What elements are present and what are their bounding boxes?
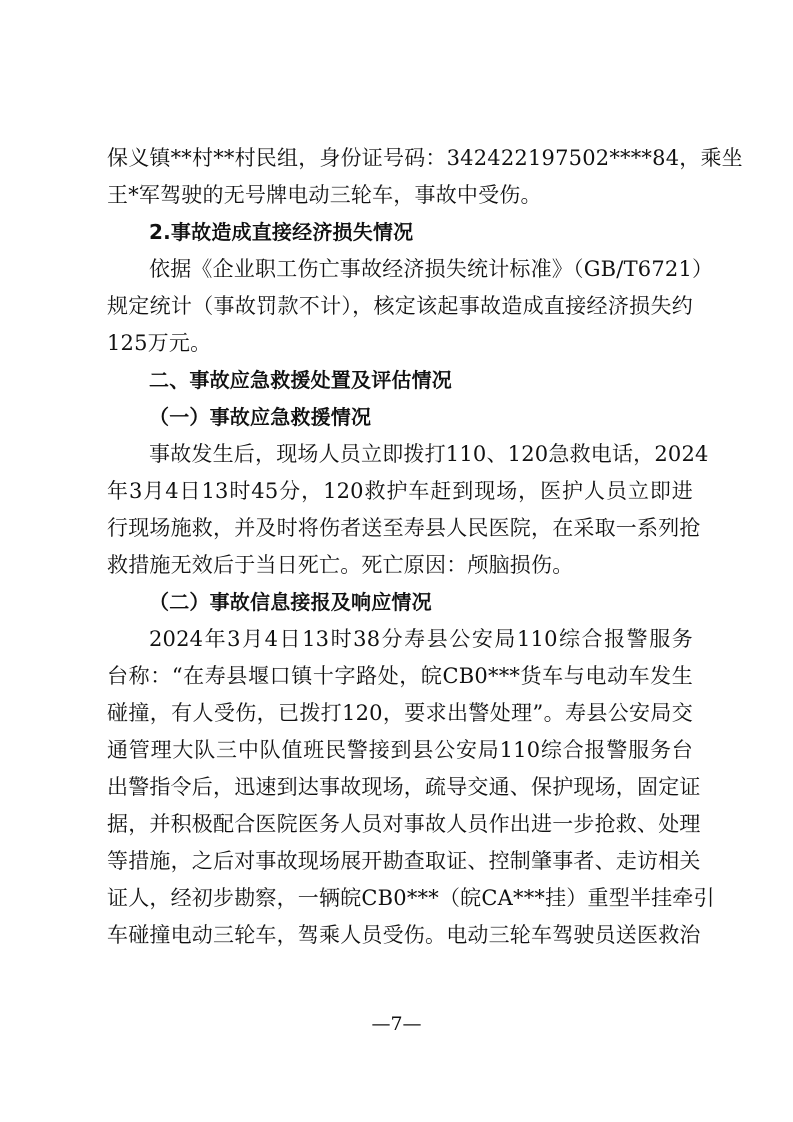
paragraph-line: 通管理大队三中队值班民警接到县公安局110综合报警服务台 (107, 738, 693, 762)
paragraph-line: 碰撞，有人受伤，已拨打120，要求出警处理”。寿县公安局交 (107, 701, 693, 725)
document-body (107, 140, 743, 954)
paragraph-line: 规定统计（事故罚款不计），核定该起事故造成直接经济损失约 (107, 294, 693, 318)
paragraph-line: 2024年3月4日13时38分寿县公安局110综合报警服务 (149, 627, 693, 651)
paragraph-line: 行现场施救，并及时将伤者送至寿县人民医院，在采取一系列抢 (107, 516, 701, 540)
paragraph-line: 125万元。 (107, 331, 212, 355)
paragraph-line: 车碰撞电动三轮车，驾乘人员受伤。电动三轮车驾驶员送医救治 (107, 923, 701, 947)
paragraph-line: 等措施，之后对事故现场展开勘查取证、控制肇事者、走访相关 (107, 849, 701, 873)
paragraph-line: 事故发生后，现场人员立即拨打110、120急救电话，2024 (149, 442, 709, 466)
section-heading: （一）事故应急救援情况 (149, 405, 372, 429)
section-heading: 2.事故造成直接经济损失情况 (149, 220, 414, 244)
paragraph-line: 证人，经初步勘察，一辆皖CB0***（皖CA***挂）重型半挂牵引 (107, 886, 715, 910)
paragraph-line: 救措施无效后于当日死亡。死亡原因：颅脑损伤。 (107, 553, 574, 577)
section-heading: （二）事故信息接报及响应情况 (149, 590, 432, 614)
chapter-heading: 二、事故应急救援处置及评估情况 (149, 368, 452, 392)
paragraph-line: 据，并积极配合医院医务人员对事故人员作出进一步抢救、处理 (107, 812, 701, 836)
page-number: —7— (371, 1013, 422, 1035)
paragraph-line: 台称：“在寿县堰口镇十字路处，皖CB0***货车与电动车发生 (107, 664, 693, 688)
paragraph-line: 出警指令后，迅速到达事故现场，疏导交通、保护现场，固定证 (107, 775, 701, 799)
paragraph-line: 依据《企业职工伤亡事故经济损失统计标准》（GB/T6721） (149, 257, 714, 281)
paragraph-line: 保义镇**村**村民组，身份证号码：342422197502****84，乘坐 (107, 146, 743, 170)
paragraph-line: 王*军驾驶的无号牌电动三轮车，事故中受伤。 (107, 183, 542, 207)
paragraph-line: 年3月4日13时45分，120救护车赶到现场，医护人员立即进 (107, 479, 693, 503)
